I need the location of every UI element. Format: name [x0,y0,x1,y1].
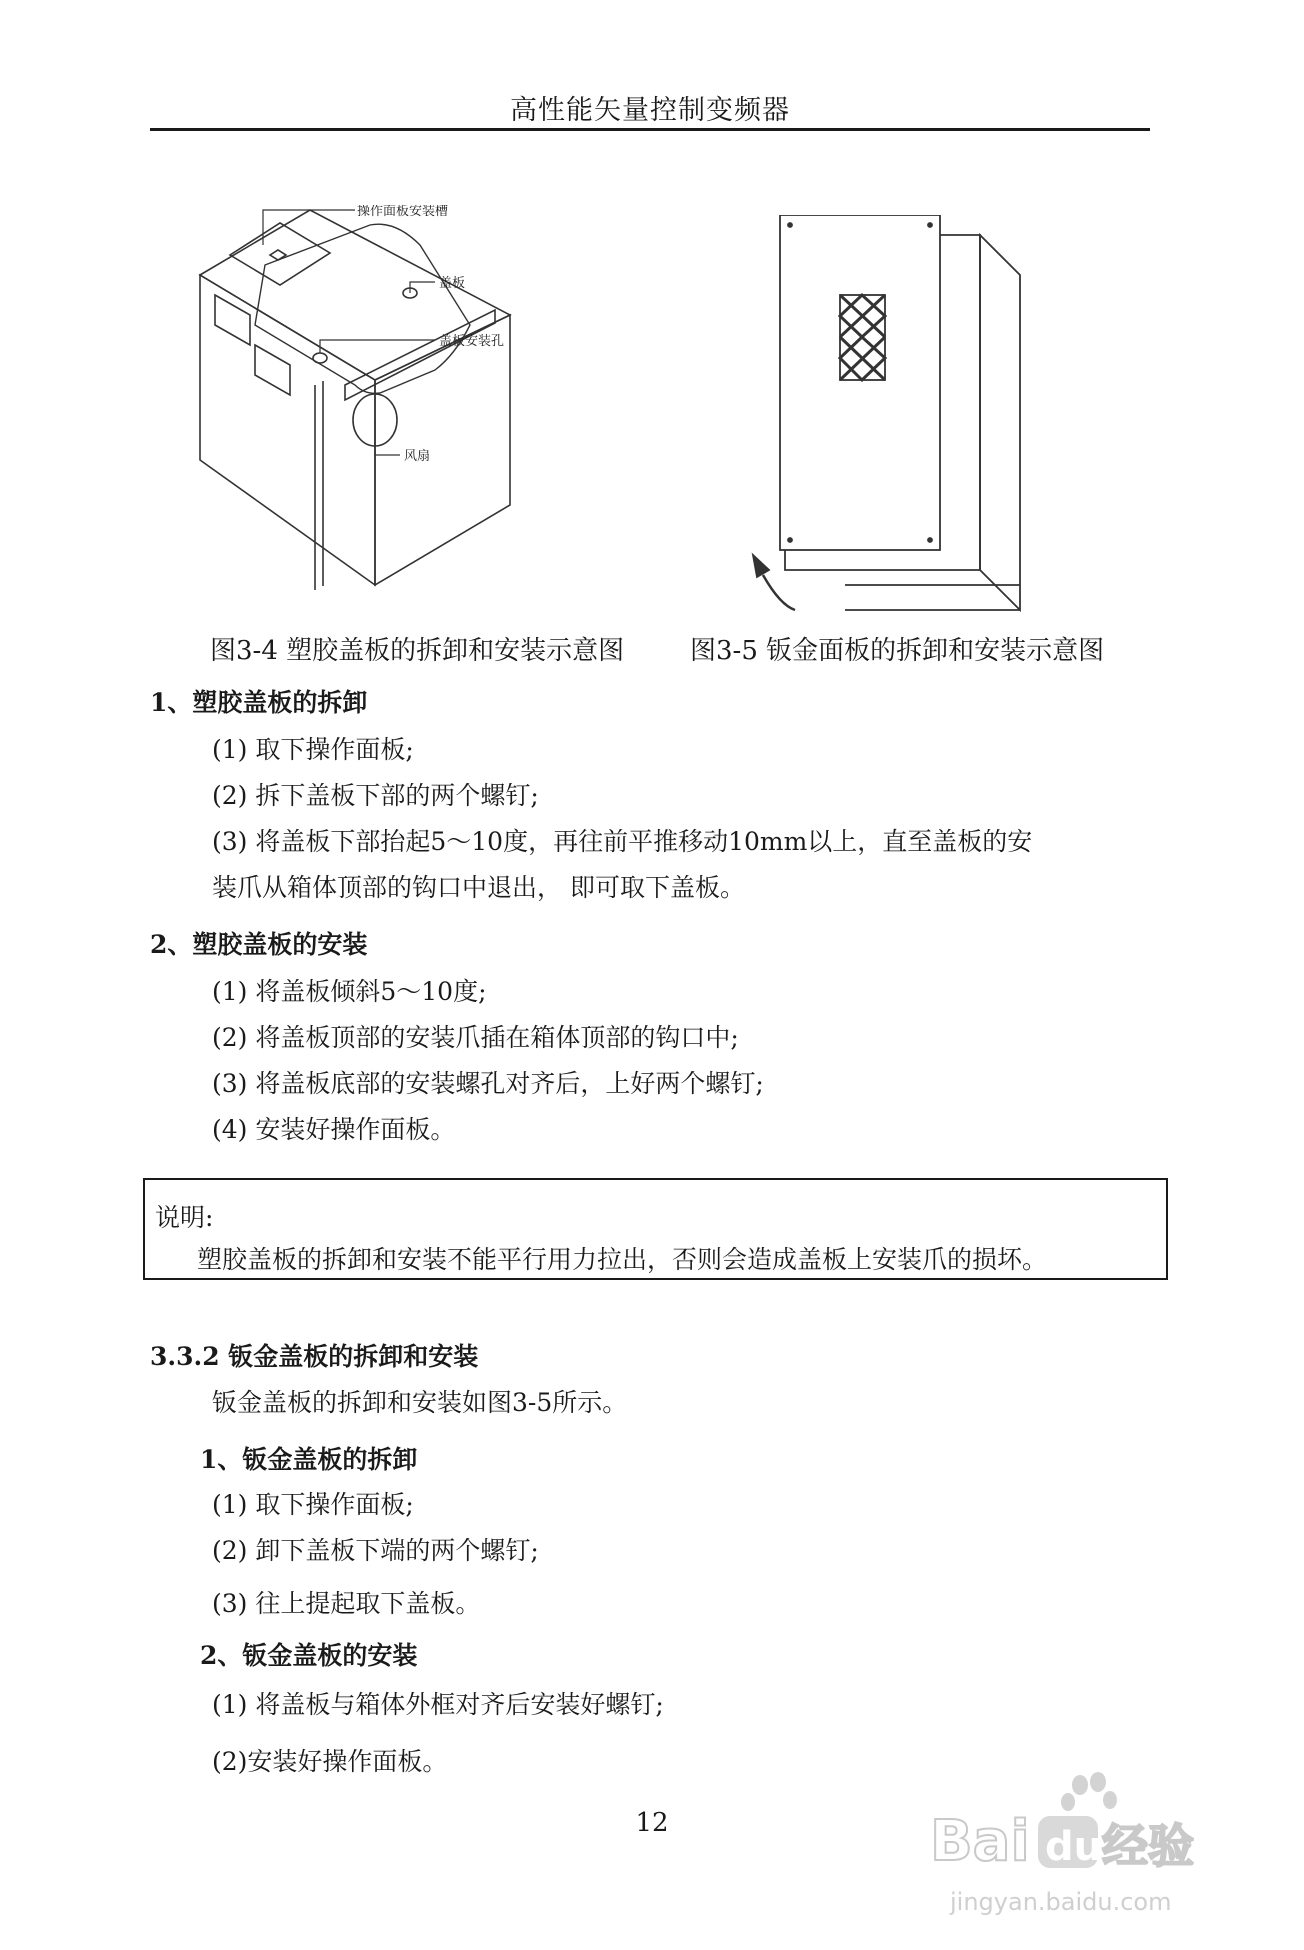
front-panel [780,215,940,550]
housing-right-face [375,315,510,585]
section1-item: (3) 将盖板下部抬起5～10度，再往前平推移动10mm以上，直至盖板的安 [212,827,1033,856]
section2-item: (3) 将盖板底部的安装螺孔对齐后，上好两个螺钉; [212,1069,764,1098]
fig2-caption: 图3-5 钣金面板的拆卸和安装示意图 [690,636,1105,666]
section2-item: (4) 安装好操作面板。 [212,1115,456,1144]
watermark-jingyan: 经验 [1102,1819,1194,1873]
section3-sub2-item: (1) 将盖板与箱体外框对齐后安装好螺钉; [212,1690,664,1719]
section3-sub1-title: 1、钣金盖板的拆卸 [200,1445,418,1474]
section1-item: (2) 拆下盖板下部的两个螺钉; [212,781,539,810]
note-title: 说明: [155,1203,214,1232]
section3-sub2-item: (2)安装好操作面板。 [212,1747,448,1776]
watermark-du-text: du [1045,1824,1103,1870]
section3-title: 3.3.2 钣金盖板的拆卸和安装 [150,1342,479,1371]
section3-sub2-title: 2、钣金盖板的安装 [200,1641,418,1670]
section3-sub1-item: (2) 卸下盖板下端的两个螺钉; [212,1536,539,1565]
leader-cover-hole [320,340,435,353]
section2-item: (1) 将盖板倾斜5～10度; [212,977,487,1006]
housing-top-face [200,210,510,380]
page-header-title: 高性能矢量控制变频器 [510,95,790,126]
baidu-watermark-logo [930,1770,1230,1920]
section2-title: 2、塑胶盖板的安装 [150,930,368,959]
box-side-face [980,235,1020,610]
section3-intro: 钣金盖板的拆卸和安装如图3-5所示。 [212,1388,628,1417]
paw-toe [1090,1772,1106,1792]
rotation-arrow [763,575,795,610]
section2-item: (2) 将盖板顶部的安装爪插在箱体顶部的钩口中; [212,1023,739,1052]
label-cover: 盖板 [439,276,466,291]
section3-sub1-item: (1) 取下操作面板; [212,1490,414,1519]
rotation-arrow-head [753,555,769,577]
page-number: 12 [635,1808,669,1838]
section1-item: (1) 取下操作面板; [212,735,414,764]
note-text: 塑胶盖板的拆卸和安装不能平行用力拉出，否则会造成盖板上安装爪的损坏。 [197,1245,1048,1274]
plastic-cover-diagram [195,205,695,615]
section1-title: 1、塑胶盖板的拆卸 [150,688,368,717]
screw-dot [788,223,792,227]
header-rule [150,128,1150,131]
watermark-url: jingyan.baidu.com [950,1888,1172,1916]
side-window-right [255,345,290,395]
housing-left-face [200,275,375,585]
section1-item: 装爪从箱体顶部的钩口中退出， 即可取下盖板。 [212,873,745,902]
label-fan: 风扇 [404,449,431,464]
watermark-brand: Bai [930,1809,1030,1874]
paw-toe [1061,1793,1075,1811]
cover-outline [255,224,470,393]
sheet-metal-panel-diagram [735,215,1080,615]
label-panel-slot: 操作面板安装槽 [357,205,449,219]
screw-dot [928,538,932,542]
section3-sub1-item: (3) 往上提起取下盖板。 [212,1589,481,1618]
cover-mount-hole [313,353,327,363]
front-vent-slot [345,310,495,400]
leader-cover [410,282,435,293]
label-cover-hole: 盖板安装孔 [439,334,505,349]
paw-toe [1103,1791,1117,1809]
screw-dot [788,538,792,542]
panel-slot [230,223,330,285]
fig1-caption: 图3-4 塑胶盖板的拆卸和安装示意图 [210,636,625,666]
paw-toe [1072,1775,1088,1795]
screw-dot [928,223,932,227]
